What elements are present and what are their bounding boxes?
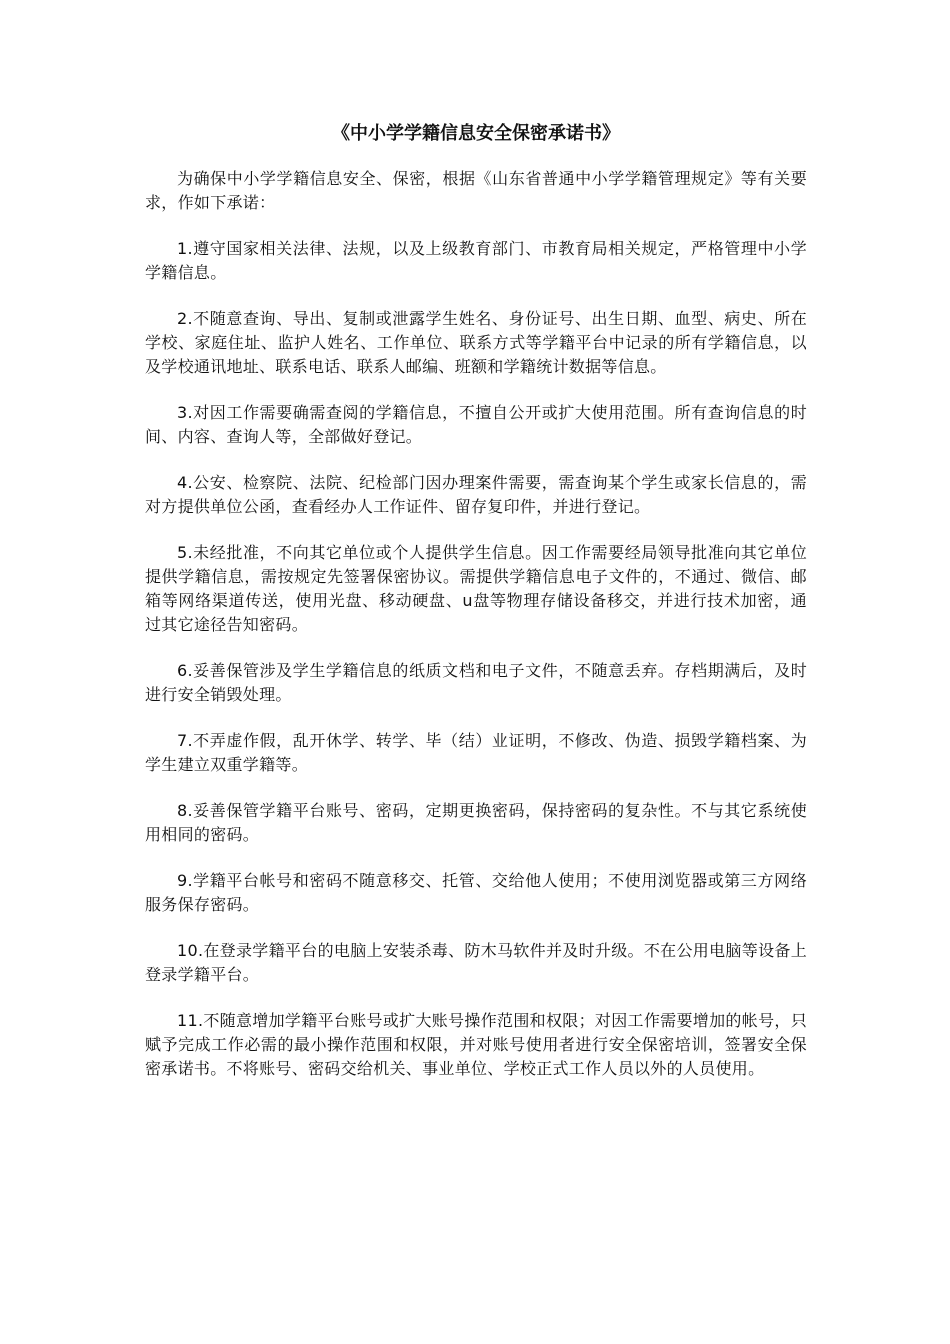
commitment-item-4: 4.公安、检察院、法院、纪检部门因办理案件需要，需查询某个学生或家长信息的，需对方提供单位公函，查看经办人工作证件、留存复印件，并进行登记。: [145, 473, 807, 516]
commitment-item-10: 10.在登录学籍平台的电脑上安装杀毒、防木马软件并及时升级。不在公用电脑等设备上登录学籍平台。: [145, 941, 807, 984]
commitment-item-11: 11.不随意增加学籍平台账号或扩大账号操作范围和权限；对因工作需要增加的帐号，只赋予完成工作必需的最小操作范围和权限，并对账号使用者进行安全保密培训，签署安全保密承诺书。不将账号、密码交给机关、事业单位、学校正式工作人员以外的人员使用。: [145, 1011, 807, 1078]
commitment-item-5: 5.未经批准，不向其它单位或个人提供学生信息。因工作需要经局领导批准向其它单位提供学籍信息，需按规定先签署保密协议。需提供学籍信息电子文件的，不通过、微信、邮箱等网络渠道传送，使用光盘、移动硬盘、u盘等物理存储设备移交，并进行技术加密，通过其它途径告知密码。: [145, 543, 807, 634]
commitment-item-9: 9.学籍平台帐号和密码不随意移交、托管、交给他人使用；不使用浏览器或第三方网络服务保存密码。: [145, 871, 807, 914]
commitment-item-1: 1.遵守国家相关法律、法规，以及上级教育部门、市教育局相关规定，严格管理中小学学籍信息。: [145, 239, 807, 282]
document-body: [145, 122, 807, 1103]
intro-paragraph: 为确保中小学学籍信息安全、保密，根据《山东省普通中小学学籍管理规定》等有关要求，作如下承诺：: [145, 169, 807, 212]
commitment-item-7: 7.不弄虚作假，乱开休学、转学、毕（结）业证明，不修改、伪造、损毁学籍档案、为学生建立双重学籍等。: [145, 731, 807, 774]
commitment-item-6: 6.妥善保管涉及学生学籍信息的纸质文档和电子文件，不随意丢弃。存档期满后，及时进行安全销毁处理。: [145, 661, 807, 704]
page-title: 《中小学学籍信息安全保密承诺书》: [332, 123, 620, 144]
commitment-item-2: 2.不随意查询、导出、复制或泄露学生姓名、身份证号、出生日期、血型、病史、所在学校、家庭住址、监护人姓名、工作单位、联系方式等学籍平台中记录的所有学籍信息，以及学校通讯地址、联系电话、联系人邮编、班额和学籍统计数据等信息。: [145, 309, 807, 376]
commitment-item-8: 8.妥善保管学籍平台账号、密码，定期更换密码，保持密码的复杂性。不与其它系统使用相同的密码。: [145, 801, 807, 844]
commitment-item-3: 3.对因工作需要确需查阅的学籍信息，不擅自公开或扩大使用范围。所有查询信息的时间、内容、查询人等，全部做好登记。: [145, 403, 807, 446]
